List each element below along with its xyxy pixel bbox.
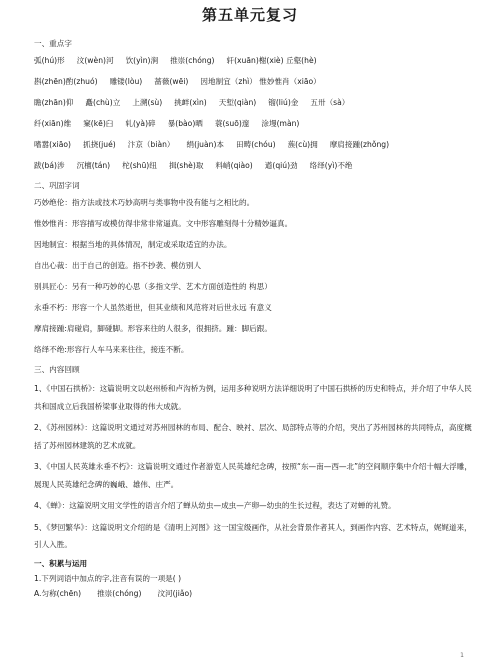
vocab-word: 料峭(qiào) (215, 161, 253, 170)
vocab-row (34, 50, 474, 71)
vocab-word: 五卅（sà） (310, 98, 350, 107)
vocab-word: 弧(hú)形 (34, 56, 65, 65)
vocab-word: 跋(bá)涉 (34, 161, 65, 170)
vocab-word: 田畴(chóu) (236, 140, 276, 149)
definition-item: 惟妙惟肖：形容描写或模仿得非常非常逼真。文中形容雕刻得十分精妙逼真。 (34, 219, 293, 228)
vocab-word: 蔷薇(wēi) (154, 77, 189, 86)
vocab-word: 遒(qiú)劲 (264, 161, 298, 170)
page-number: 1 (460, 652, 464, 659)
vocab-word: 轩(xuān)榭(xiè) 丘壑(hè) (226, 56, 317, 65)
review-paragraph: 5、《梦回繁华》：这篇说明文介绍的是《清明上河图》这一国宝级画作，从社会背景作者其人，到画作内容、艺术特点，娓娓道来，引人入胜。 (34, 522, 472, 549)
section-heading-consolidate: 二、巩固字词 (34, 181, 80, 190)
option-item: A.匀称(chēn) (34, 588, 82, 598)
vocab-word: 上溯(sù) (132, 98, 163, 107)
review-paragraph: 2、《苏州园林》：这篇说明文通过对苏州园林的布局、配合、映衬、层次、局部特点等的介绍，突出了苏州园林的共同特点，高度概括了苏州园林建筑的艺术成就。 (34, 423, 472, 450)
question-options (34, 586, 474, 602)
definition-list (34, 192, 474, 360)
vocab-word: 柁(shū)纽 (122, 161, 157, 170)
vocab-word: 络绎(yì)不绝 (309, 161, 353, 170)
vocab-word: 摩肩接踵(zhǒng) (329, 140, 390, 149)
review-list (34, 380, 474, 554)
vocab-word: 轧(yà)碎 (125, 119, 156, 128)
vocab-word: 因地制宜（zhì） 惟妙惟肖（xiāo） (200, 77, 321, 86)
vocab-row (34, 134, 474, 155)
vocab-word: 涂墁(màn) (261, 119, 300, 128)
review-paragraph: 1、《中国石拱桥》：这篇说明文以赵州桥和卢沟桥为例，运用多种说明方法详细说明了中国石拱桥的历史和特点，并介绍了中华人民共和国成立后我国桥梁事业取得的伟大成就。 (34, 384, 472, 411)
review-paragraph: 4、《蝉》：这篇说明文用文学性的语言介绍了蝉从幼虫—成虫—产卵—幼虫的生长过程，表达了对蝉的礼赞。 (34, 501, 396, 510)
vocab-word: 汴京（biàn） (127, 140, 175, 149)
section-heading-review: 三、内容回顾 (34, 365, 80, 374)
vocab-row (34, 92, 474, 113)
section-heading-accumulate: 一、积累与运用 (34, 558, 88, 568)
vocab-word: 嗜嚣(xiāo) (34, 140, 72, 149)
vocab-word: 推崇(chóng) (170, 56, 215, 65)
vocab-row (34, 113, 474, 134)
page-title: 第五单元复习 (201, 6, 298, 24)
vocab-word: 汶(wèn)河 (76, 56, 114, 65)
vocab-list (34, 50, 474, 176)
vocab-word: 瞻(zhān)仰 (34, 98, 74, 107)
definition-item: 自出心裁：出于自己的创造。指不抄袭、模仿别人 (34, 261, 202, 270)
vocab-word: 蔟(cù)拥 (287, 140, 318, 149)
vocab-word: 饮(yìn)涧 (125, 56, 159, 65)
vocab-word: 镏(liú)金 (268, 98, 299, 107)
vocab-word: 绢(juàn)本 (186, 140, 225, 149)
vocab-word: 雕镂(lòu) (109, 77, 143, 86)
vocab-word: 沉檀(tán) (76, 161, 111, 170)
section-heading-key-chars: 一、重点字 (34, 39, 72, 48)
content-area (34, 34, 474, 602)
vocab-word: 挑衅(xìn) (174, 98, 207, 107)
definition-item: 摩肩接踵:肩碰肩，脚碰脚。形容来往的人很多，很拥挤。踵：脚后跟。 (34, 324, 272, 333)
vocab-word: 天堑(qiàn) (218, 98, 257, 107)
vocab-row (34, 71, 474, 92)
definition-item: 永垂不朽：形容一个人虽然逝世，但其业绩和风范将对后世永远 有意义 (34, 303, 272, 312)
definition-item: 别具匠心：另有一种巧妙的心思（多指文学、艺术方面创造性的 构思） (34, 282, 272, 291)
definition-item: 巧妙绝伦：指方法或技术巧妙高明与类事物中没有能与之相比的。 (34, 198, 255, 207)
vocab-word: 蓑(suō)邃 (214, 119, 250, 128)
vocab-word: 纤(xiān)维 (34, 119, 72, 128)
review-paragraph: 3、《中国人民英雄永垂不朽》：这篇说明文通过作者游览人民英雄纪念碑，按照“东—南—西—北”的空间顺序集中介绍十幅大浮雕，展现人民英雄纪念碑的巍峨、雄伟、庄严。 (34, 462, 472, 489)
vocab-word: 抓挠(jué) (83, 140, 116, 149)
option-item: 推崇(chóng) (97, 588, 142, 598)
vocab-word: 斟(zhēn)酌(zhuó) (34, 77, 98, 86)
vocab-word: 暴(bào)晒 (167, 119, 203, 128)
vocab-row (34, 155, 474, 176)
definition-item: 络绎不绝:形容行人车马来来往往，接连不断。 (34, 345, 189, 354)
vocab-word: 揖(shè)取 (168, 161, 204, 170)
definition-item: 因地制宜：根据当地的具体情况，制定或采取适宜的办法。 (34, 240, 232, 249)
vocab-word: 窠(kē)臼 (83, 119, 114, 128)
option-item: 汶河(jiǎo) (157, 588, 193, 598)
vocab-word: 矗(chù)立 (85, 98, 121, 107)
question-text: 1.下列词语中加点的字,注音有误的一项是( ) (34, 573, 182, 583)
